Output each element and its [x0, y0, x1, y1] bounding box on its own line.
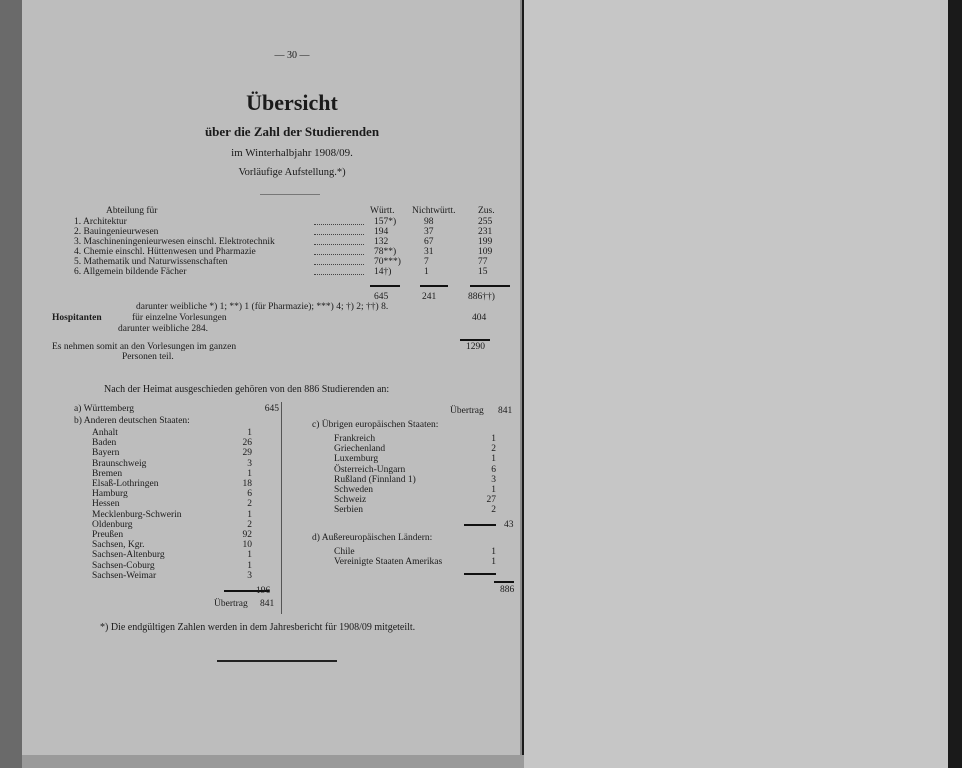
total-value: 15 [478, 267, 488, 277]
subtitle-semester: im Winterhalbjahr 1908/09. [231, 147, 353, 159]
list-item-value: 3 [247, 458, 252, 469]
sum-rule [460, 339, 490, 341]
total-text: Es nehmen somit an den Vorlesungen im ganzen [52, 342, 237, 352]
list-item-label: Serbien [334, 505, 364, 516]
grand-total: 886 [500, 585, 515, 595]
list-item-value: 1 [247, 550, 252, 561]
list-item-value: 1 [491, 454, 496, 465]
section-d-label: d) Außereuropäischen Ländern: [312, 533, 433, 543]
list-item-value: 3 [247, 570, 252, 581]
leader-dots [314, 267, 364, 275]
total-value: 199 [478, 237, 493, 247]
c-total: 43 [504, 520, 514, 530]
list-item-label: Vereinigte Staaten Amerikas [334, 557, 443, 568]
header-total: Zus. [478, 206, 495, 216]
wuerttemberg-label: a) Württemberg [74, 404, 135, 414]
list-item-label: Schweden [334, 485, 374, 495]
list-item-value: 3 [491, 474, 496, 485]
wuerttemberg-value: 645 [264, 404, 279, 414]
list-item-label: Anhalt [92, 428, 118, 438]
list-item-label: Sachsen, Kgr. [92, 540, 145, 551]
hospitanten-text: für einzelne Vorlesungen [132, 313, 227, 323]
list-item-value: 6 [247, 489, 252, 500]
sum-rule [370, 285, 400, 287]
uebertrag-left-label: Übertrag [214, 599, 248, 609]
leader-dots [314, 257, 364, 265]
hospitanten-value: 404 [472, 313, 487, 323]
list-item-label: Mecklenburg-Schwerin [92, 509, 182, 520]
total-value: 77 [478, 257, 488, 267]
list-item-value: 2 [247, 519, 252, 530]
uebertrag-right: Übertrag [450, 406, 484, 416]
department: 3. Maschineningenieurwesen einschl. Elektrotechnik [74, 237, 275, 247]
list-item-value: 1 [491, 557, 496, 568]
nichtwuertt-value: 1 [424, 267, 429, 277]
list-item-label: Österreich-Ungarn [334, 464, 406, 475]
list-item-value: 1 [247, 560, 252, 571]
footnote: *) Die endgültigen Zahlen werden in dem Jahresbericht für 1908/09 mitgeteilt. [100, 622, 416, 633]
list-item-value: 1 [491, 434, 496, 444]
heimat-intro: Nach der Heimat ausgeschieden gehören von den 886 Studierenden an: [104, 384, 390, 395]
header-nichtwuertt: Nichtwürtt. [412, 206, 456, 216]
header-wuertt: Württ. [370, 206, 395, 216]
list-item-value: 1 [247, 468, 252, 479]
leader-dots [314, 227, 364, 235]
sum-rule [464, 524, 496, 526]
list-item-label: Baden [92, 438, 117, 449]
section-b-label: b) Anderen deutschen Staaten: [74, 416, 190, 426]
list-item-value: 10 [242, 540, 252, 551]
wuertt-value: 132 [374, 237, 389, 247]
scan-edge [0, 0, 22, 768]
total-wuertt: 645 [374, 292, 389, 302]
list-item-value: 27 [486, 495, 496, 506]
list-item-label: Frankreich [334, 434, 376, 444]
list-item-label: Preußen [92, 530, 124, 540]
sum-rule [464, 573, 496, 575]
nichtwuertt-value: 67 [424, 237, 434, 247]
list-item-value: 2 [491, 505, 496, 516]
section-c-label: c) Übrigen europäischen Staaten: [312, 420, 439, 430]
leader-dots [314, 217, 364, 225]
hospitanten-row [52, 313, 504, 324]
list-item-label: Sachsen-Weimar [92, 570, 157, 581]
heimat-section [74, 380, 515, 620]
list-item-label: Chile [334, 547, 355, 557]
grand-total-row-2: Personen teil. [122, 352, 174, 362]
department: 6. Allgemein bildende Fächer [74, 267, 187, 277]
wuertt-value: 157*) [374, 217, 397, 227]
list-item-value: 26 [242, 438, 252, 449]
list-item-label: Sachsen-Coburg [92, 560, 155, 571]
total-all: 886††) [468, 292, 495, 302]
wuertt-value: 14†) [374, 267, 392, 277]
list-item [334, 557, 496, 568]
nichtwuertt-value: 98 [424, 217, 434, 227]
list-item-value: 92 [242, 530, 252, 540]
wuertt-value: 194 [374, 227, 389, 237]
nichtwuertt-value: 37 [424, 227, 434, 237]
wuertt-value: 70***) [374, 257, 401, 267]
department: 4. Chemie einschl. Hüttenwesen und Pharmazie [74, 247, 256, 257]
sum-rule [420, 285, 448, 287]
hospitanten-label: Hospitanten [52, 313, 102, 323]
department: 1. Architektur [74, 217, 127, 227]
divider [260, 194, 320, 195]
list-item-label: Griechenland [334, 444, 386, 455]
table-row [74, 267, 504, 278]
list-item-value: 1 [247, 428, 252, 438]
uebertrag-left-value: 841 [260, 599, 275, 609]
list-item-value: 29 [242, 448, 252, 459]
female-note: darunter weibliche *) 1; **) 1 (für Pharmazie); ***) 4; †) 2; ††) 8. [136, 302, 389, 312]
nichtwuertt-value: 7 [424, 257, 429, 267]
department: 2. Bauingenieurwesen [74, 227, 159, 237]
list-item-label: Schweiz [334, 495, 367, 506]
uebertrag-right-value: 841 [498, 406, 513, 416]
list-item-value: 2 [491, 444, 496, 455]
list-item-label: Elsaß-Lothringen [92, 479, 159, 489]
total-nichtwuertt: 241 [422, 292, 437, 302]
list-item-value: 2 [247, 499, 252, 510]
students-table [52, 206, 504, 366]
list-item [334, 505, 496, 516]
subtitle-note: Vorläufige Aufstellung.*) [238, 167, 346, 178]
list-item-label: Braunschweig [92, 458, 147, 469]
list-item-label: Oldenburg [92, 519, 133, 530]
total-value: 109 [478, 247, 493, 257]
scan-bottom-edge [22, 755, 524, 768]
total-value: 255 [478, 217, 493, 227]
list-item-value: 1 [247, 509, 252, 520]
department: 5. Mathematik und Naturwissenschaften [74, 257, 228, 267]
list-item [92, 571, 252, 582]
wuerttemberg [74, 404, 279, 415]
blank-right-page [524, 0, 948, 768]
page-title: Übersicht [246, 90, 338, 115]
list-item-value: 1 [491, 547, 496, 557]
leader-dots [314, 237, 364, 245]
hospitanten-female: darunter weibliche 284. [118, 324, 208, 334]
list-item-value: 1 [491, 485, 496, 495]
document-page [22, 0, 522, 755]
page-number: — 30 — [274, 50, 310, 61]
column-divider [281, 402, 282, 614]
sum-rule [494, 581, 514, 583]
b-total: 196 [256, 586, 271, 596]
list-item-label: Sachsen-Altenburg [92, 550, 165, 561]
list-item-label: Hessen [92, 499, 120, 510]
header-department: Abteilung für [106, 206, 158, 216]
wuertt-value: 78**) [374, 247, 397, 257]
list-item-label: Luxemburg [334, 454, 379, 465]
nichtwuertt-value: 31 [424, 247, 434, 257]
list-item-label: Bremen [92, 468, 123, 479]
total-value: 1290 [466, 342, 485, 352]
total-value: 231 [478, 227, 493, 237]
list-item-label: Hamburg [92, 489, 128, 500]
subtitle: über die Zahl der Studierenden [204, 124, 380, 139]
list-item-label: Bayern [92, 448, 120, 459]
end-ornament [217, 660, 337, 662]
list-item-label: Rußland (Finnland 1) [334, 474, 416, 485]
list-item-value: 6 [491, 464, 496, 475]
leader-dots [314, 247, 364, 255]
sum-rule [470, 285, 510, 287]
list-item-value: 18 [242, 479, 252, 489]
